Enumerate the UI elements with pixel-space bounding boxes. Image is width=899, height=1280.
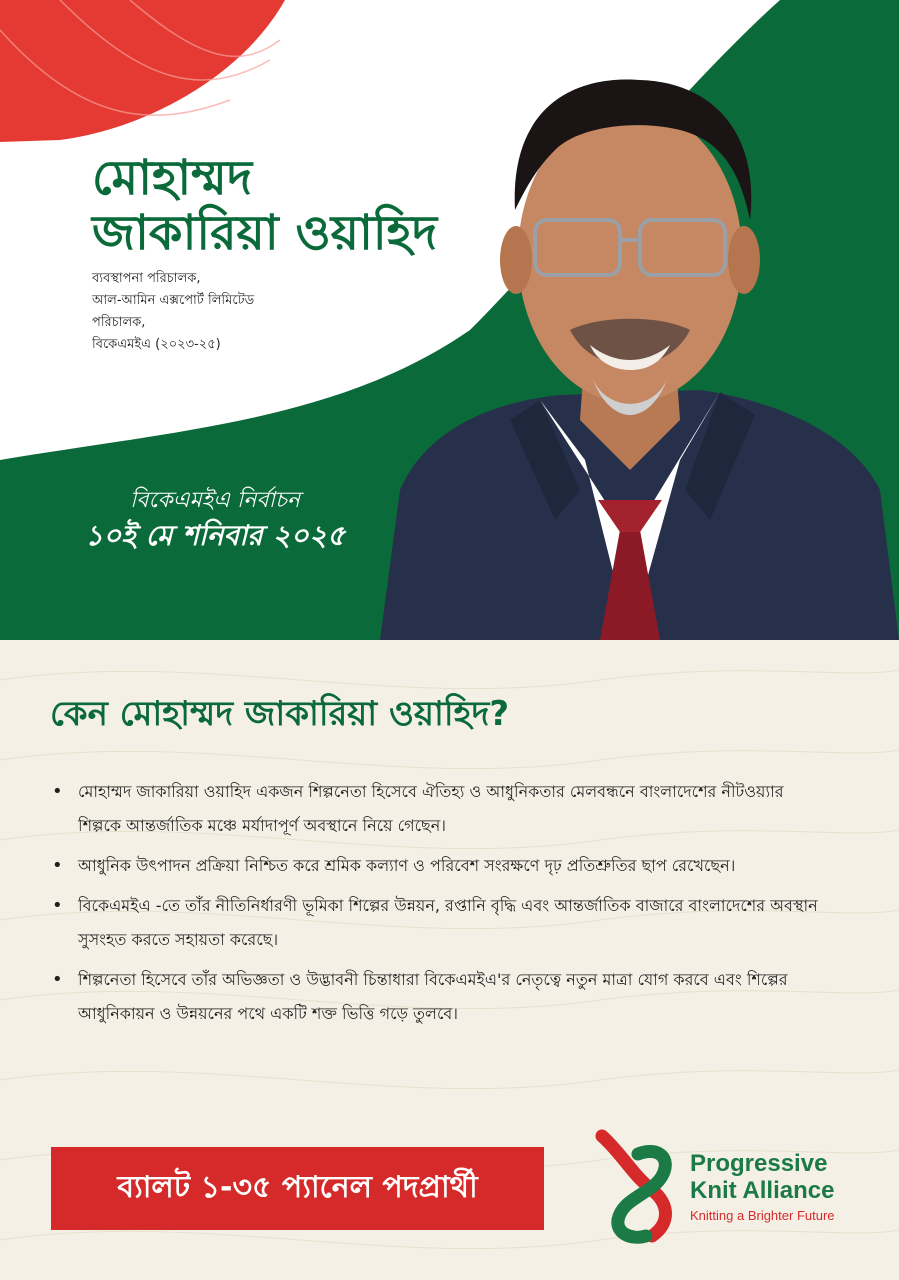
list-item (50, 775, 830, 843)
logo-name-line-2: Knit Alliance (690, 1177, 835, 1204)
designation-line: বিকেএমইএ (২০২৩-২৫) (92, 337, 221, 352)
bullet-icon: • (52, 969, 63, 990)
list-item (50, 889, 830, 957)
election-date: ১০ই মে শনিবার ২০২৫ (84, 519, 346, 552)
logo-tagline: Knitting a Brighter Future (690, 1208, 835, 1223)
candidate-designation (92, 268, 254, 356)
knot-logo-icon (592, 1124, 687, 1244)
candidate-name-line-1: মোহাম্মদ (92, 150, 253, 206)
bullet-icon: • (52, 855, 63, 876)
alliance-logo (592, 1124, 862, 1244)
point-text: বিকেএমইএ -তে তাঁর নীতিনির্ধারণী ভূমিকা শিল্পের উন্নয়ন, রপ্তানি বৃদ্ধি এবং আন্তর্জাতিক বাজারে বাংলাদেশের অবস্থান সুসংহত করতে সহায়তা করেছে। (78, 896, 818, 949)
point-text: আধুনিক উৎপাদন প্রক্রিয়া নিশ্চিত করে শ্রমিক কল্যাণ ও পরিবেশ সংরক্ষণে দৃঢ় প্রতিশ্রুতির ছাপ রেখেছেন। (78, 856, 736, 875)
why-points-list (50, 775, 830, 1037)
list-item (50, 849, 830, 883)
point-text: মোহাম্মদ জাকারিয়া ওয়াহিদ একজন শিল্পনেতা হিসেবে ঐতিহ্য ও আধুনিকতার মেলবন্ধনে বাংলাদেশের নীটওয়্যার শিল্পকে আন্তর্জাতিক মঞ্চে মর্যাদাপূর্ণ অবস্থানে নিয়ে গেছেন। (78, 782, 784, 835)
election-title: বিকেএমইএ নির্বাচন (130, 488, 300, 513)
designation-line: আল-আমিন এক্সপোর্ট লিমিটেড (92, 293, 255, 308)
logo-name-line-1: Progressive (690, 1150, 828, 1177)
candidate-name-line-2: জাকারিয়া ওয়াহিদ (92, 205, 438, 261)
ballot-banner (51, 1147, 544, 1230)
logo-name (690, 1150, 834, 1204)
ballot-label: ব্যালট ১-৩৫ প্যানেল পদপ্রার্থী (117, 1170, 478, 1205)
bullet-icon: • (52, 781, 63, 802)
election-info (50, 486, 380, 556)
why-heading: কেন মোহাম্মদ জাকারিয়া ওয়াহিদ? (50, 694, 510, 734)
point-text: শিল্পনেতা হিসেবে তাঁর অভিজ্ঞতা ও উদ্ভাবনী চিন্তাধারা বিকেএমইএ'র নেতৃত্বে নতুন মাত্রা যোগ করবে এবং শিল্পের আধুনিকায়ন ও উন্নয়নের পথে একটি শক্ত ভিত্তি গড়ে তুলবে। (78, 970, 788, 1023)
candidate-portrait (340, 20, 899, 640)
bullet-icon: • (52, 895, 63, 916)
content-section (0, 640, 899, 1280)
list-item (50, 963, 830, 1031)
designation-line: ব্যবস্থাপনা পরিচালক, (92, 271, 201, 286)
designation-line: পরিচালক, (92, 315, 146, 330)
